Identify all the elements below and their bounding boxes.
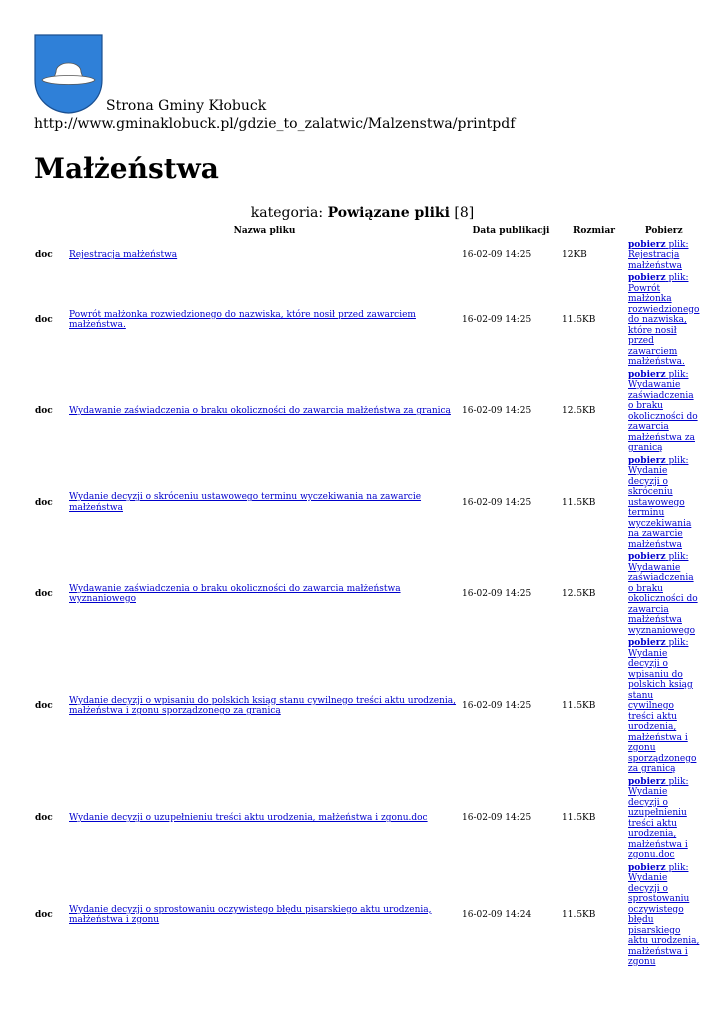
file-type: doc [35, 406, 53, 417]
file-date: 16-02-09 14:25 [462, 497, 532, 508]
file-type: doc [35, 813, 53, 824]
file-size: 11.5KB [562, 909, 596, 920]
file-size: 12.5KB [562, 406, 596, 417]
download-word: pobierz [628, 273, 666, 283]
download-link[interactable] [628, 777, 688, 861]
download-file-name: Wydanie decyzji o uzupełnieniu treści aktu urodzenia, małżeństwa i zgonu.doc [628, 787, 688, 860]
table-row [34, 239, 700, 273]
download-file-name: Powrót małżonka rozwiedzionego do nazwiska, które nosił przed zawarciem małżeństwa. [628, 283, 700, 367]
download-word: pobierz [628, 776, 666, 787]
category-label: kategoria: [250, 205, 324, 221]
download-word: pobierz [628, 552, 666, 562]
download-file-name: Wydawanie zaświadczenia o braku okoliczności do zawarcia małżeństwa wyznaniowego [628, 562, 698, 636]
file-date: 16-02-09 14:25 [462, 588, 532, 599]
file-type: doc [35, 497, 53, 508]
file-size: 11.5KB [562, 701, 596, 711]
download-link[interactable] [628, 863, 699, 968]
file-type: doc [35, 250, 53, 260]
file-type: doc [35, 701, 53, 711]
download-link[interactable] [628, 273, 699, 367]
category-heading [0, 205, 725, 221]
table-row [34, 637, 700, 776]
file-size: 11.5KB [562, 315, 596, 325]
column-download: Pobierz [644, 226, 683, 236]
site-name: Strona Gminy Kłobuck [106, 98, 267, 114]
page-url: http://www.gminaklobuck.pl/gdzie_to_zalatwic/Malzenstwa/printpdf [34, 116, 516, 132]
file-date: 16-02-09 14:25 [462, 250, 532, 260]
file-date: 16-02-09 14:24 [462, 909, 532, 920]
file-date: 16-02-09 14:25 [462, 701, 532, 711]
file-word: plik: [668, 552, 689, 562]
file-name-link[interactable]: Wydanie decyzji o wpisaniu do polskich ksiąg stanu cywilnego treści aktu urodzenia, małżeństwa i zgonu sporządzonego za granicą [69, 695, 457, 717]
download-word: pobierz [628, 239, 666, 250]
files-table [34, 224, 700, 969]
file-date: 16-02-09 14:25 [462, 813, 532, 824]
download-file-name: Wydanie decyzji o sprostowaniu oczywistego błędu pisarskiego aktu urodzenia, małżeństwa i zgonu [628, 873, 700, 967]
file-name-link[interactable]: Wydawanie zaświadczenia o braku okoliczności do zawarcia małżeństwa za granicą [69, 406, 451, 417]
file-name-link[interactable]: Wydawanie zaświadczenia o braku okoliczności do zawarcia małżeństwa wyznaniowego [69, 583, 401, 604]
file-type: doc [35, 315, 53, 325]
table-header-row [34, 224, 700, 239]
file-word: plik: [668, 369, 689, 380]
file-name-link[interactable]: Wydanie decyzji o uzupełnieniu treści aktu urodzenia, małżeństwa i zgonu.doc [69, 813, 428, 824]
file-word: plik: [668, 455, 689, 466]
column-size: Rozmiar [572, 226, 616, 236]
download-link[interactable] [628, 240, 688, 271]
file-size: 12.5KB [562, 588, 596, 599]
download-link[interactable] [628, 370, 698, 454]
column-date: Data publikacji [472, 226, 550, 236]
table-row [34, 272, 700, 369]
page-title: Małżeństwa [34, 152, 219, 185]
file-size: 12KB [562, 250, 587, 260]
table-row [34, 776, 700, 862]
file-type: doc [35, 588, 53, 599]
category-name: Powiązane pliki [327, 205, 450, 221]
file-name-link[interactable]: Wydanie decyzji o sprostowaniu oczywistego błędu pisarskiego aktu urodzenia, małżeństwa i zgonu [69, 904, 432, 925]
download-word: pobierz [628, 455, 666, 466]
file-word: plik: [668, 638, 689, 648]
download-link[interactable] [628, 456, 691, 550]
file-name-link[interactable]: Powrót małżonka rozwiedzionego do nazwiska, które nosił przed zawarciem małżeństwa. [69, 309, 416, 331]
table-row [34, 862, 700, 969]
file-name-link[interactable]: Wydanie decyzji o skróceniu ustawowego terminu wyczekiwania na zawarcie małżeństwa [69, 492, 422, 513]
file-word: plik: [668, 273, 689, 283]
category-count: [8] [454, 205, 475, 221]
table-row [34, 455, 700, 552]
download-link[interactable] [628, 552, 698, 636]
file-word: plik: [668, 239, 689, 250]
file-word: plik: [668, 776, 689, 787]
file-size: 11.5KB [562, 813, 596, 824]
column-type [34, 224, 68, 239]
file-size: 11.5KB [562, 497, 596, 508]
download-file-name: Rejestracja małżeństwa [628, 250, 682, 271]
download-word: pobierz [628, 638, 666, 648]
download-link[interactable] [628, 638, 696, 774]
coat-of-arms-hat-icon [34, 34, 103, 114]
download-word: pobierz [628, 369, 666, 380]
download-file-name: Wydanie decyzji o wpisaniu do polskich ksiąg stanu cywilnego treści aktu urodzenia, małżeństwa i zgonu sporządzonego za granicą [628, 648, 697, 774]
file-name-link[interactable]: Rejestracja małżeństwa [69, 250, 178, 260]
table-row [34, 369, 700, 455]
download-file-name: Wydanie decyzji o skróceniu ustawowego terminu wyczekiwania na zawarcie małżeństwa [628, 466, 692, 550]
column-name: Nazwa pliku [233, 226, 296, 236]
download-word: pobierz [628, 862, 666, 873]
file-word: plik: [668, 862, 689, 873]
file-date: 16-02-09 14:25 [462, 406, 532, 417]
download-file-name: Wydawanie zaświadczenia o braku okoliczności do zawarcia małżeństwa za granicą [628, 380, 698, 453]
file-type: doc [35, 909, 53, 920]
file-date: 16-02-09 14:25 [462, 315, 532, 325]
table-row [34, 551, 700, 637]
